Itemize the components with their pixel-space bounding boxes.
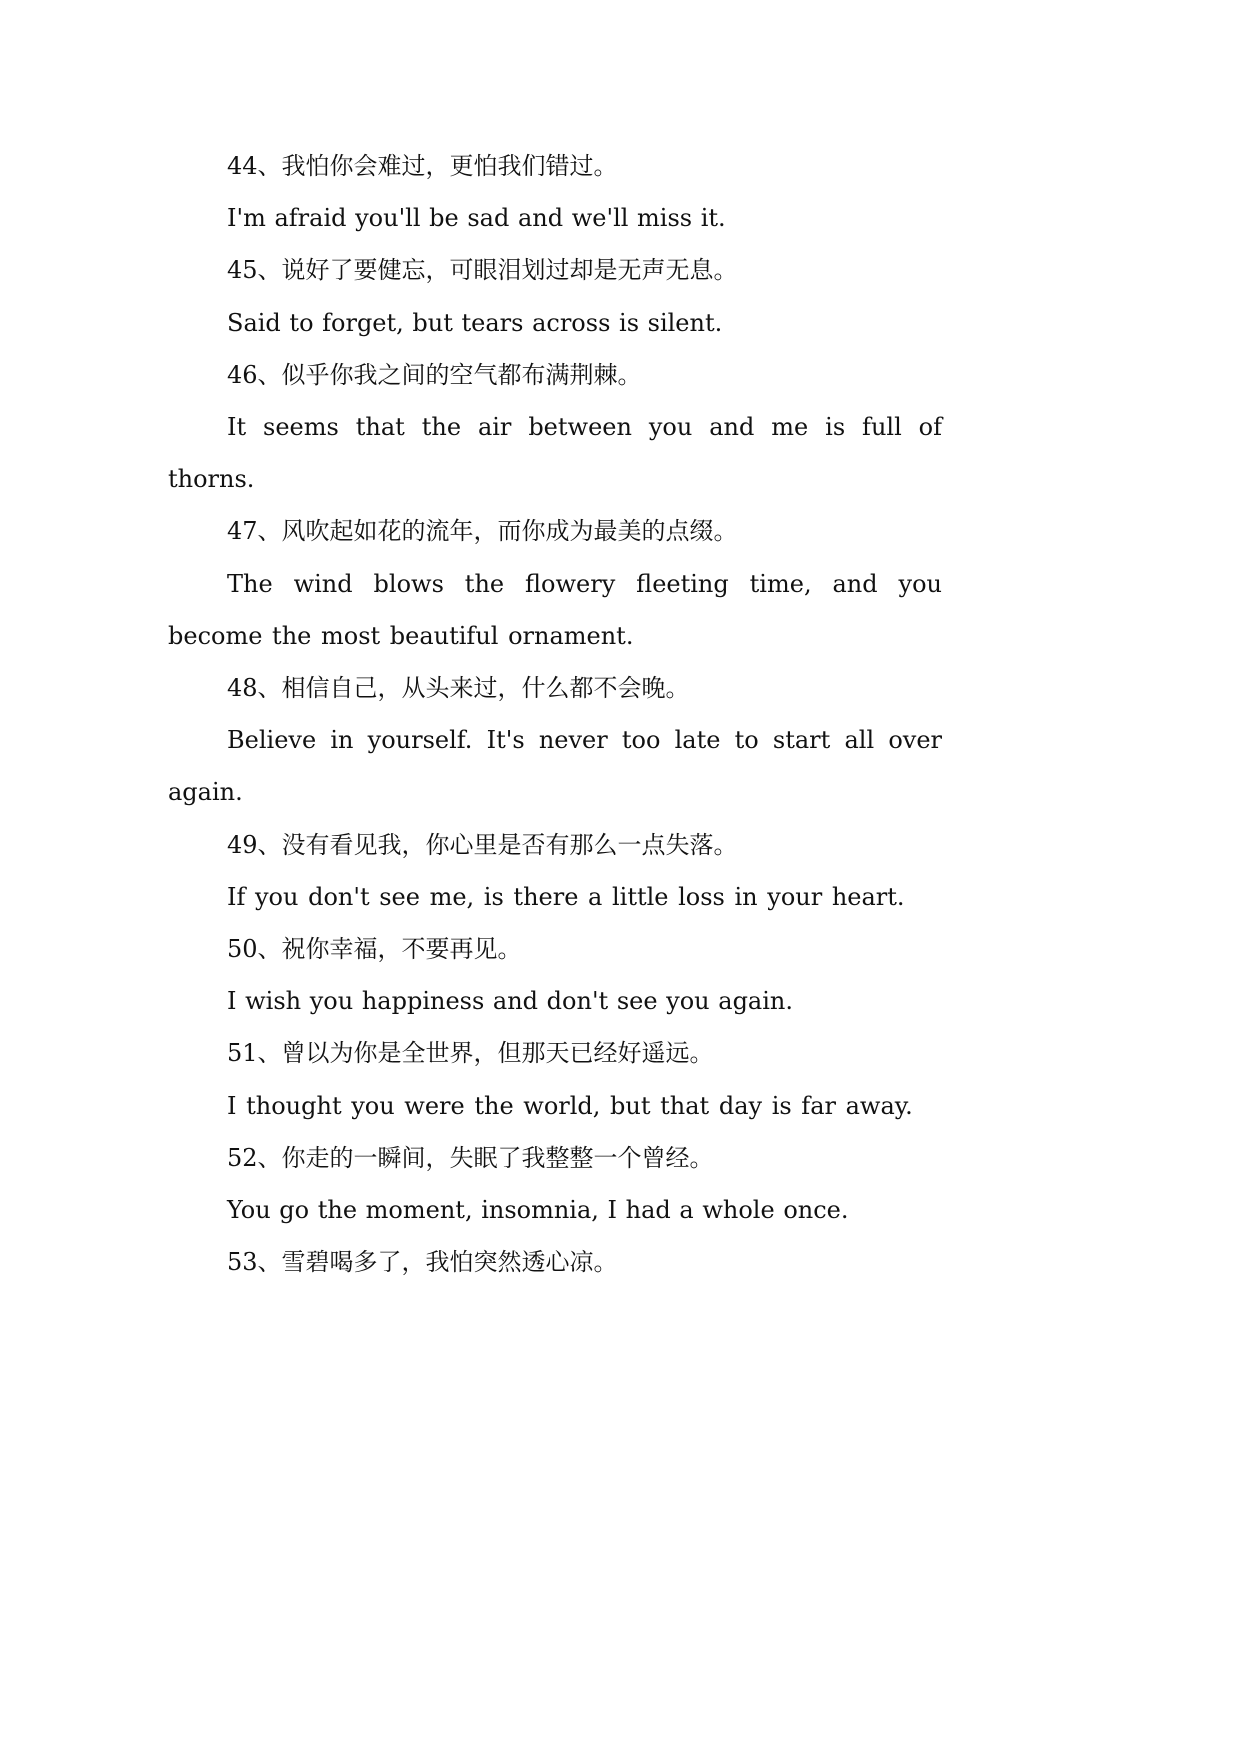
chinese-line-46: 46、似乎你我之间的空气都布满荆棘。	[227, 360, 642, 389]
chinese-line-47: 47、风吹起如花的流年，而你成为最美的点缀。	[227, 517, 738, 546]
english-line-47: The wind blows the flowery fleeting time, and you become the most beautiful ornament.	[168, 569, 942, 650]
chinese-line-44: 44、我怕你会难过，更怕我们错过。	[227, 152, 618, 180]
chinese-line-48: 48、相信自己，从头来过，什么都不会晚。	[227, 674, 690, 703]
english-line-51: I thought you were the world, but that day is far away.	[227, 1091, 913, 1120]
english-line-52: You go the moment, insomnia, I had a whole once.	[227, 1196, 849, 1225]
english-line-44: I'm afraid you'll be sad and we'll miss it.	[227, 204, 726, 233]
chinese-line-45: 45、说好了要健忘，可眼泪划过却是无声无息。	[227, 256, 738, 285]
english-line-49: If you don't see me, is there a little loss in your heart.	[227, 882, 905, 911]
chinese-line-50: 50、祝你幸福，不要再见。	[227, 935, 522, 964]
english-line-46: It seems that the air between you and me is full of thorns.	[168, 413, 942, 494]
english-line-48: Believe in yourself. It's never too late to start all over again.	[168, 726, 942, 807]
document-body	[168, 140, 942, 1288]
chinese-line-53: 53、雪碧喝多了，我怕突然透心凉。	[227, 1248, 618, 1277]
english-line-50: I wish you happiness and don't see you again.	[227, 987, 793, 1016]
chinese-line-51: 51、曾以为你是全世界，但那天已经好遥远。	[227, 1039, 714, 1068]
chinese-line-49: 49、没有看见我，你心里是否有那么一点失落。	[227, 830, 738, 859]
chinese-line-52: 52、你走的一瞬间，失眠了我整整一个曾经。	[227, 1143, 714, 1172]
english-line-45: Said to forget, but tears across is silent.	[227, 308, 723, 337]
